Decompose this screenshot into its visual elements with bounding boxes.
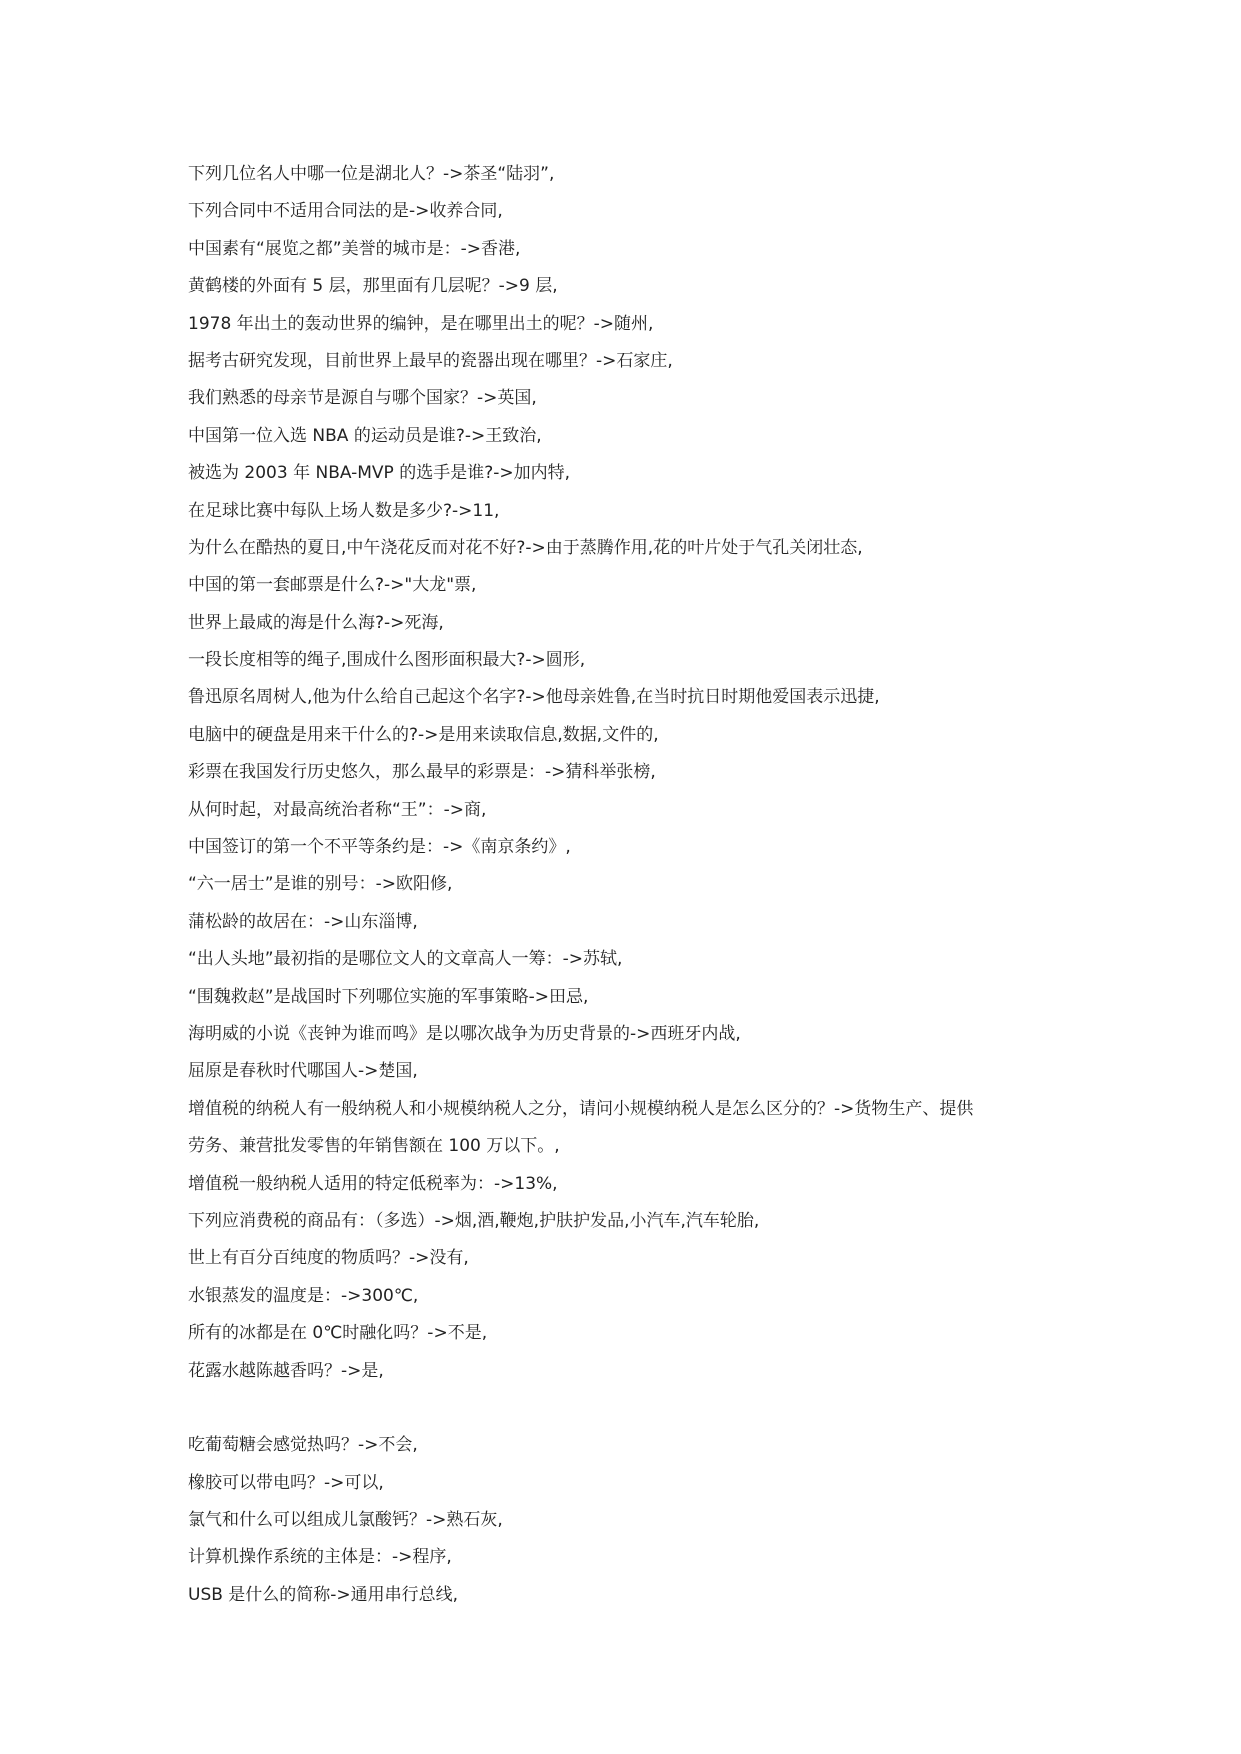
qa-line: 彩票在我国发行历史悠久，那么最早的彩票是：->猜科举张榜, — [188, 762, 656, 783]
qa-line: 增值税一般纳税人适用的特定低税率为：->13%, — [188, 1173, 558, 1194]
qa-line: 下列几位名人中哪一位是湖北人？->茶圣“陆羽”, — [188, 164, 555, 184]
qa-line: 中国第一位入选 NBA 的运动员是谁?->王致治, — [188, 425, 542, 446]
qa-line: 电脑中的硬盘是用来干什么的?->是用来读取信息,数据,文件的, — [188, 724, 659, 745]
qa-line: 据考古研究发现，目前世界上最早的瓷器出现在哪里？->石家庄, — [188, 350, 673, 371]
qa-line: 橡胶可以带电吗？->可以, — [188, 1472, 384, 1493]
qa-line: 世界上最咸的海是什么海?->死海, — [188, 612, 444, 633]
qa-line: 一段长度相等的绳子,围成什么图形面积最大?->圆形, — [188, 650, 586, 671]
blank-line — [188, 1390, 1088, 1427]
qa-line: 鲁迅原名周树人,他为什么给自己起这个名字?->他母亲姓鲁,在当时抗日时期他爱国表示迅捷, — [188, 687, 880, 708]
qa-line: 黄鹤楼的外面有 5 层，那里面有几层呢？->9 层, — [188, 276, 558, 297]
qa-line: 增值税的纳税人有一般纳税人和小规模纳税人之分，请问小规模纳税人是怎么区分的？->货物生产、提供 — [188, 1098, 974, 1119]
qa-line: 中国签订的第一个不平等条约是：->《南京条约》, — [188, 837, 571, 858]
qa-line: 蒲松龄的故居在：->山东淄博, — [188, 911, 418, 932]
qa-line: 劳务、兼营批发零售的年销售额在 100 万以下。, — [188, 1136, 560, 1157]
qa-line: 吃葡萄糖会感觉热吗？->不会, — [188, 1435, 418, 1456]
qa-line: 计算机操作系统的主体是：->程序, — [188, 1547, 452, 1568]
document-body — [188, 156, 1088, 1614]
qa-line: USB 是什么的简称->通用串行总线, — [188, 1584, 459, 1605]
qa-line: “出人头地”最初指的是哪位文人的文章高人一筹：->苏轼, — [188, 949, 623, 970]
qa-line: 所有的冰都是在 0℃时融化吗？->不是, — [188, 1323, 488, 1344]
qa-line: 水银蒸发的温度是：->300℃, — [188, 1285, 419, 1306]
qa-line: 被选为 2003 年 NBA-MVP 的选手是谁?->加内特, — [188, 463, 571, 484]
qa-line: 下列应消费税的商品有：（多选）->烟,酒,鞭炮,护肤护发品,小汽车,汽车轮胎, — [188, 1210, 760, 1231]
qa-line: 我们熟悉的母亲节是源自与哪个国家？->英国, — [188, 388, 537, 409]
qa-line: 在足球比赛中每队上场人数是多少?->11, — [188, 500, 500, 521]
qa-line: “六一居士”是谁的别号：->欧阳修, — [188, 874, 453, 895]
qa-line: 中国素有“展览之都”美誉的城市是：->香港, — [188, 238, 521, 259]
qa-line: 为什么在酷热的夏日,中午浇花反而对花不好?->由于蒸腾作用,花的叶片处于气孔关闭壮态, — [188, 537, 863, 558]
qa-line: 世上有百分百纯度的物质吗？->没有, — [188, 1248, 469, 1269]
qa-line: 花露水越陈越香吗？->是, — [188, 1360, 384, 1381]
qa-line: 中国的第一套邮票是什么?->"大龙"票, — [188, 575, 477, 596]
qa-line: “围魏救赵”是战国时下列哪位实施的军事策略->田忌, — [188, 986, 589, 1007]
qa-line: 海明威的小说《丧钟为谁而鸣》是以哪次战争为历史背景的->西班牙内战, — [188, 1023, 741, 1044]
qa-line: 下列合同中不适用合同法的是->收养合同, — [188, 201, 503, 222]
qa-line: 1978 年出土的轰动世界的编钟，是在哪里出土的呢？->随州, — [188, 313, 654, 334]
qa-line: 屈原是春秋时代哪国人->楚国, — [188, 1061, 418, 1082]
qa-line: 从何时起，对最高统治者称“王”：->商, — [188, 799, 487, 820]
qa-line: 氯气和什么可以组成儿氯酸钙？->熟石灰, — [188, 1510, 503, 1531]
